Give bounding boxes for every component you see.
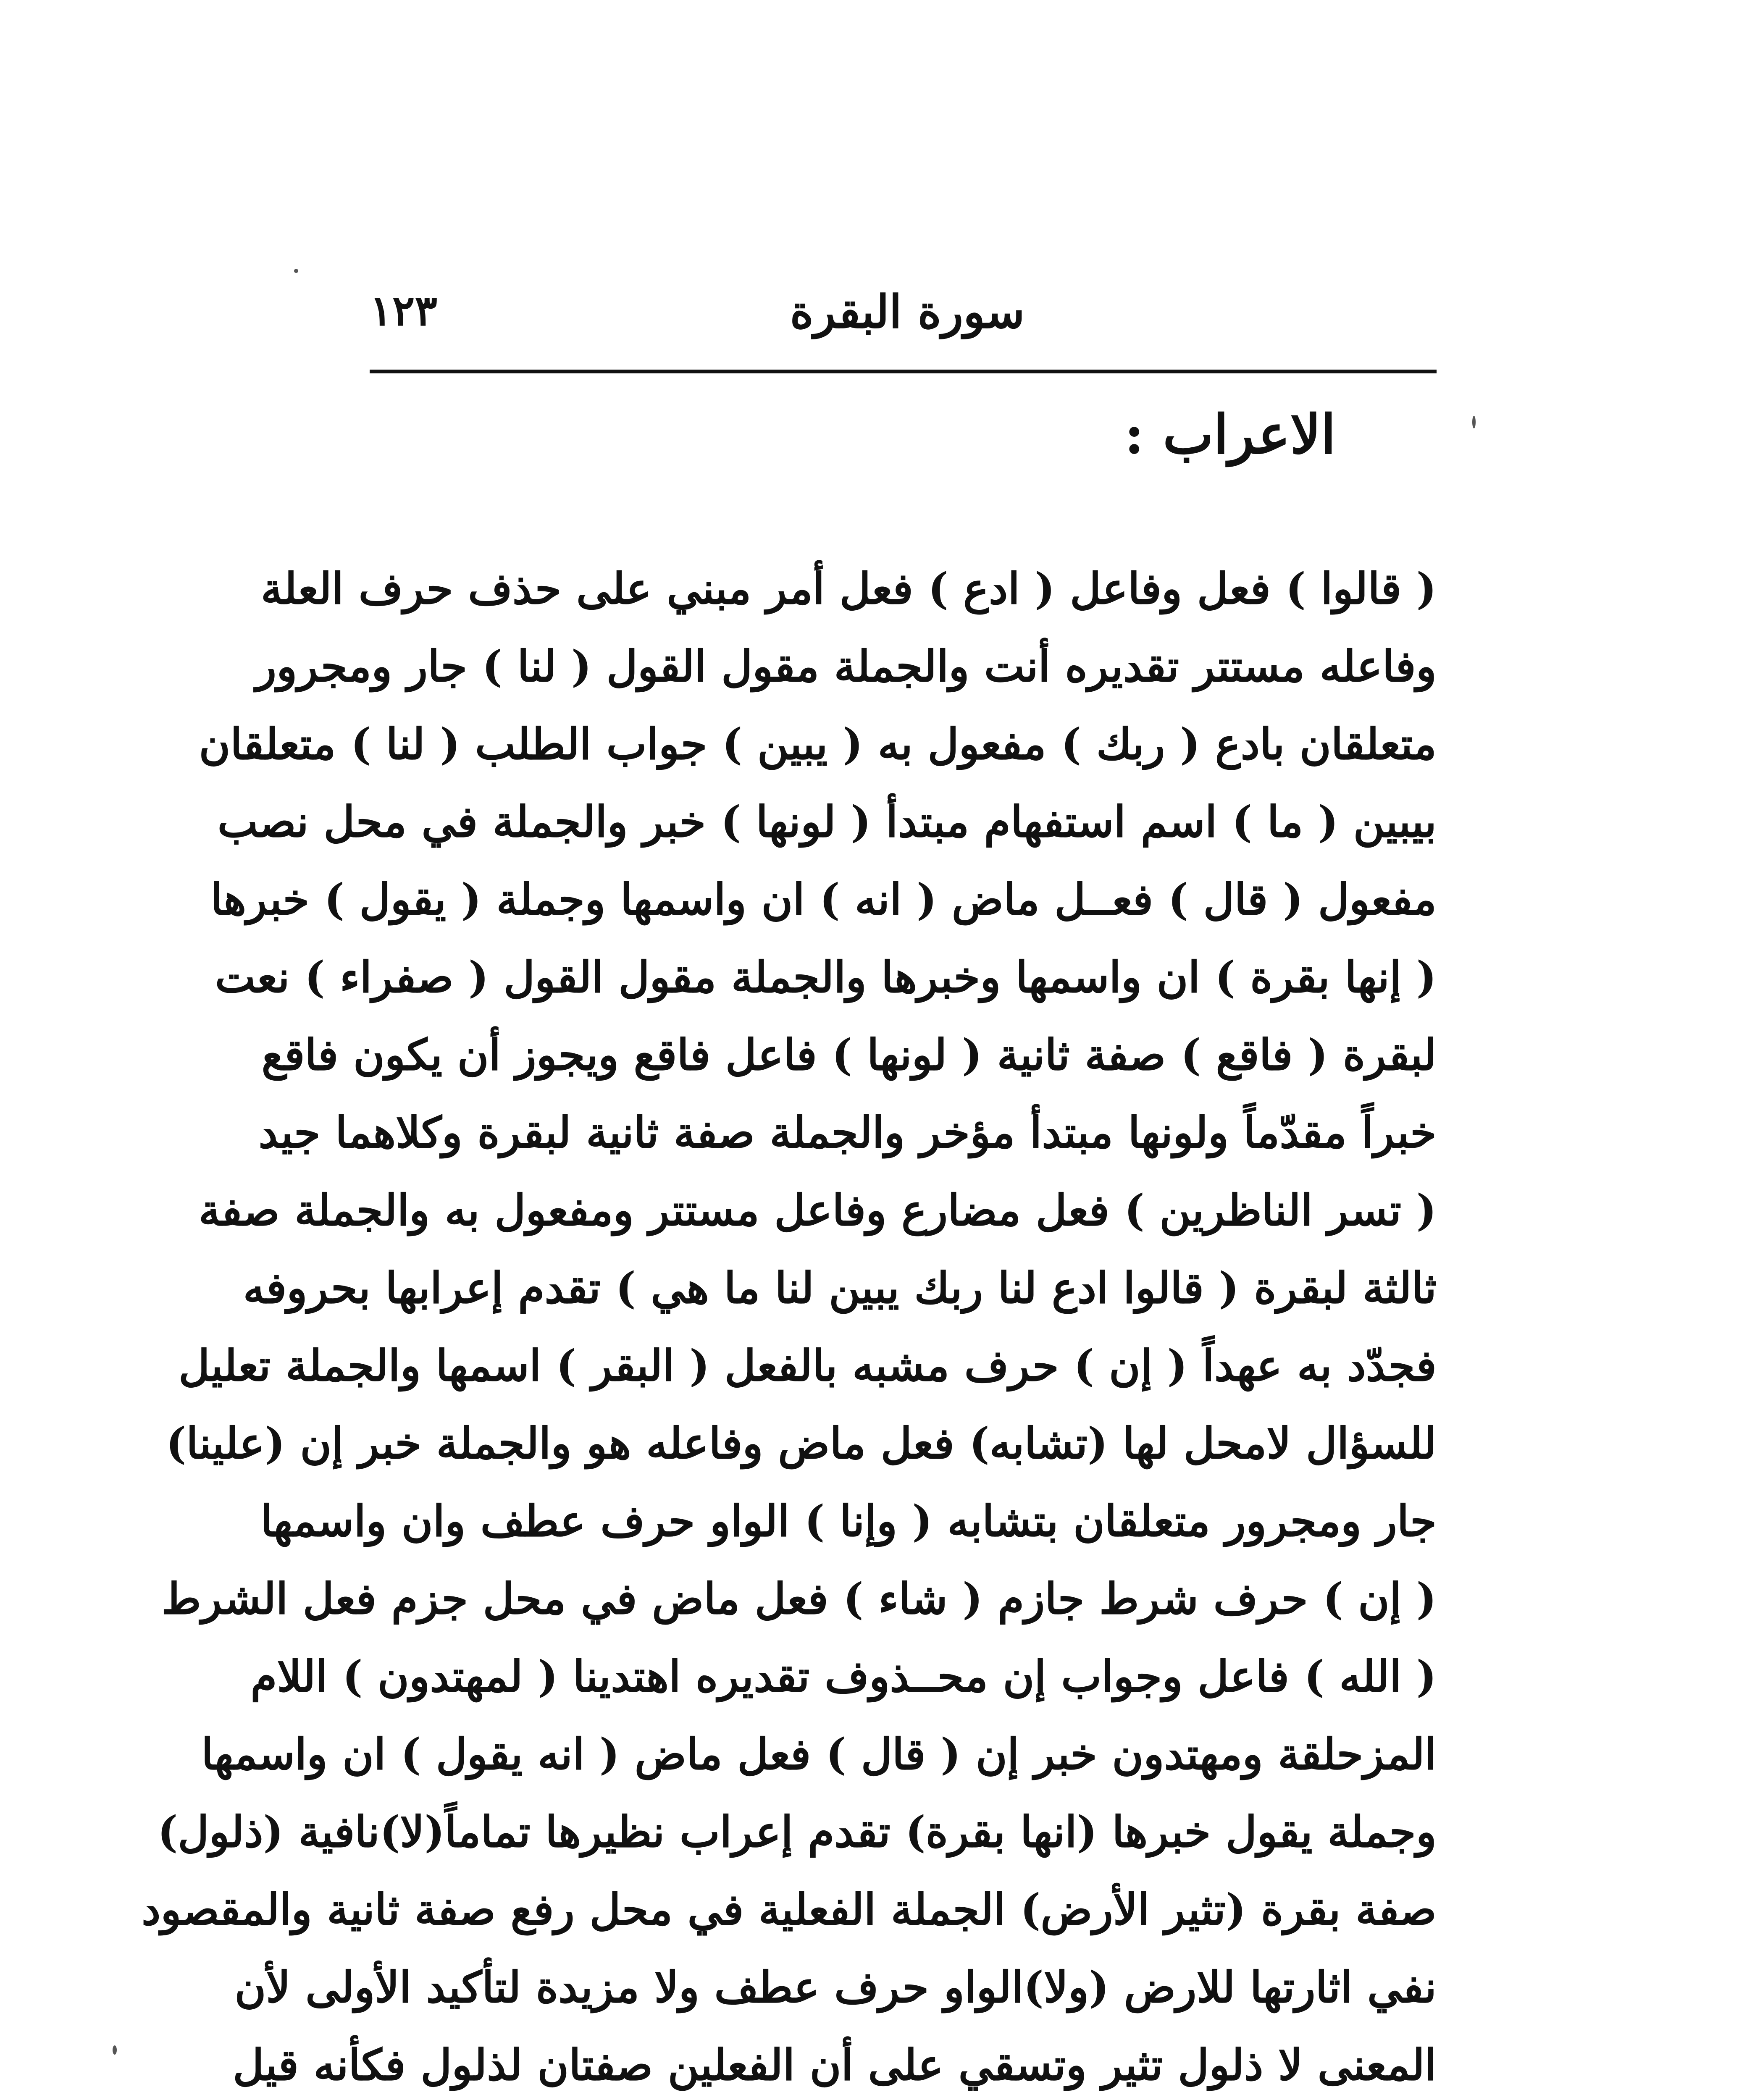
text-line: المزحلقة ومهتدون خبر إن ( قال ) فعل ماض ( انه يقول ) ان واسمها: [201, 1729, 1437, 1780]
page-number: ١٢٣: [370, 286, 438, 335]
text-line: صفة بقرة (تثير الأرض) الجملة الفعلية في محل رفع صفة ثانية والمقصود: [141, 1885, 1437, 1935]
scan-speck: [294, 269, 298, 273]
section-heading: الاعراب :: [1124, 403, 1336, 466]
scan-speck: [113, 2045, 117, 2055]
page-header: [370, 269, 1437, 344]
text-line: للسؤال لامحل لها (تشابه) فعل ماض وفاعله هو والجملة خبر إن (علينا): [166, 1418, 1437, 1469]
text-line: ثالثة لبقرة ( قالوا ادع لنا ربك يبين لنا ما هي ) تقدم إعرابها بحروفه: [243, 1263, 1437, 1313]
text-line: مفعول ( قال ) فعــل ماض ( انه ) ان واسمها وجملة ( يقول ) خبرها: [210, 874, 1437, 925]
text-line: نفي اثارتها للارض (ولا)الواو حرف عطف ولا مزيدة لتأكيد الأولى لأن: [234, 1962, 1437, 2013]
text-line: متعلقان بادع ( ربك ) مفعول به ( يبين ) جواب الطلب ( لنا ) متعلقان: [199, 719, 1437, 769]
body-text: [141, 550, 1437, 2100]
text-line: ( قالوا ) فعل وفاعل ( ادع ) فعل أمر مبني على حذف حرف العلة: [261, 564, 1437, 614]
text-line: فجدّد به عهداً ( إن ) حرف مشبه بالفعل ( البقر ) اسمها والجملة تعليل: [179, 1341, 1437, 1391]
scan-speck: [1472, 416, 1476, 428]
header-divider: [370, 370, 1437, 373]
text-line: ( الله ) فاعل وجواب إن محــذوف تقديره اهتدينا ( لمهتدون ) اللام: [250, 1651, 1437, 1702]
text-line: وجملة يقول خبرها (انها بقرة) تقدم إعراب نظيرها تماماً(لا)نافية (ذلول): [157, 1807, 1437, 1857]
text-line: ( إن ) حرف شرط جازم ( شاء ) فعل ماض في محل جزم فعل الشرط: [161, 1574, 1437, 1624]
running-title: سورة البقرة: [790, 286, 1025, 339]
text-line: ( إنها بقرة ) ان واسمها وخبرها والجملة مقول القول ( صفراء ) نعت: [215, 952, 1437, 1003]
text-line: المعنى لا ذلول تثير وتسقي على أن الفعلين صفتان لذلول فكأنه قيل: [233, 2040, 1437, 2090]
text-line: جار ومجرور متعلقان بتشابه ( وإنا ) الواو حرف عطف وان واسمها: [260, 1496, 1437, 1546]
text-line: بيبين ( ما ) اسم استفهام مبتدأ ( لونها ) خبر والجملة في محل نصب: [217, 797, 1437, 847]
text-line: خبراً مقدّماً ولونها مبتدأ مؤخر والجملة صفة ثانية لبقرة وكلاهما جيد: [258, 1108, 1437, 1158]
text-line: ( تسر الناظرين ) فعل مضارع وفاعل مستتر ومفعول به والجملة صفة: [198, 1185, 1437, 1236]
text-line: وفاعله مستتر تقديره أنت والجملة مقول القول ( لنا ) جار ومجرور: [255, 641, 1437, 692]
text-line: لبقرة ( فاقع ) صفة ثانية ( لونها ) فاعل فاقع ويجوز أن يكون فاقع: [261, 1030, 1437, 1080]
